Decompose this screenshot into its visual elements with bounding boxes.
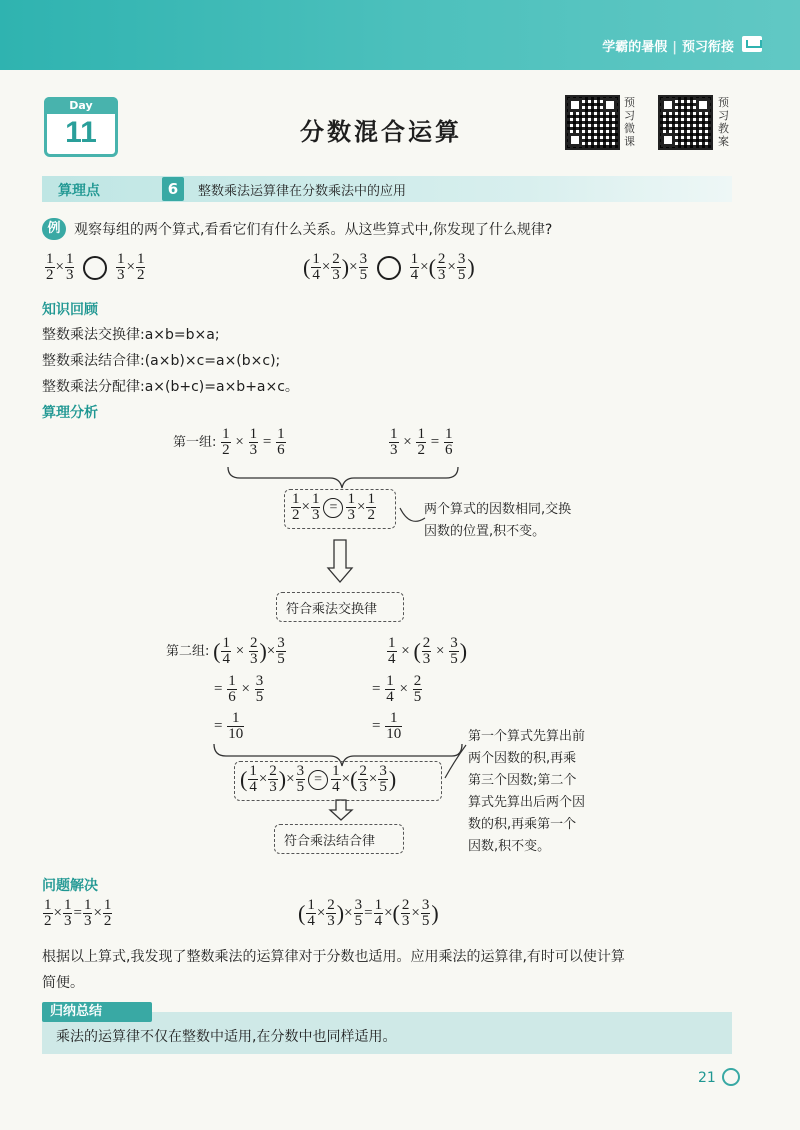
commutative-rule: 符合乘法交换律: [286, 602, 378, 617]
solve-conclusion-cont: 简便。: [42, 975, 84, 991]
section-title: 整数乘法运算律在分数乘法中的应用: [198, 184, 407, 199]
summary-text: 乘法的运算律不仅在整数中适用,在分数中也同样适用。: [56, 1029, 397, 1045]
group2-right-result: = $\frac{1}{10}$: [372, 710, 402, 742]
group2-compare: ( $\frac{1}{4}$ × $\frac{2}{3}$ )× $\frac{3}{5}$ $\frac{1}{4}$ ×( $\frac{2}{3}$ × $\frac{3}{5}$ ): [303, 251, 475, 283]
review-line: 整数乘法结合律:(a×b)×c=a×(b×c);: [42, 353, 281, 369]
summary-heading: 归纳总结: [42, 1002, 152, 1022]
group2-left-calc: 第二组: ( $\frac{1}{4}$ × $\frac{2}{3}$ )× $\frac{3}{5}$: [166, 635, 285, 667]
group2-left-step1: = $\frac{1}{6}$ × $\frac{3}{5}$: [214, 673, 264, 705]
solve-heading: 问题解决: [42, 878, 98, 894]
example-badge: 例: [42, 218, 66, 240]
note-commutative: 两个算式的因数相同,交换 因数的位置,积不变。: [424, 502, 572, 539]
page-number: 21: [698, 1070, 716, 1086]
example-question: 观察每组的两个算式,看看它们有什么关系。从这些算式中,你发现了什么规律?: [74, 222, 553, 238]
associative-rule: 符合乘法结合律: [284, 834, 376, 849]
group1-compare: $\frac{1}{2}$ × $\frac{1}{3}$ $\frac{1}{3}$ × $\frac{1}{2}$: [46, 251, 145, 283]
section-tag: 算理点: [58, 183, 100, 199]
day-number: 11: [65, 116, 97, 149]
group1-right-calc: $\frac{1}{3}$ × $\frac{1}{2}$ = $\frac{1}{6}$: [390, 426, 453, 458]
commutative-equation: $\frac{1}{2}$ × $\frac{1}{3}$ = $\frac{1}{3}$ × $\frac{1}{2}$: [292, 491, 375, 523]
group2-left-result: = $\frac{1}{10}$: [214, 710, 244, 742]
day-label: Day: [44, 97, 118, 114]
associative-equation: ( $\frac{1}{4}$ × $\frac{2}{3}$ )× $\frac{3}{5}$ = $\frac{1}{4}$ ×( $\frac{2}{3}$ × $\frac{3}{5}$ ): [240, 763, 397, 795]
sun-icon: [722, 1068, 740, 1086]
section-number: 6: [162, 177, 184, 201]
review-line: 整数乘法分配律:a×(b+c)=a×b+a×c。: [42, 379, 299, 395]
group2-right-calc: $\frac{1}{4}$ × ( $\frac{2}{3}$ × $\frac{3}{5}$ ): [388, 635, 468, 667]
page-title: 分数混合运算: [300, 118, 462, 146]
qr-caption: 预习教案: [718, 96, 729, 148]
solve-group1: $\frac{1}{2}$ × $\frac{1}{3}$ = $\frac{1}{3}$ × $\frac{1}{2}$: [44, 897, 112, 929]
brand-text: 学霸的暑假 | 预习衔接: [602, 40, 734, 55]
solve-conclusion: 根据以上算式,我发现了整数乘法的运算律对于分数也适用。应用乘法的运算律,有时可以使计算: [42, 949, 625, 965]
review-heading: 知识回顾: [42, 302, 98, 318]
analysis-heading: 算理分析: [42, 405, 98, 421]
group2-right-step1: = $\frac{1}{4}$ × $\frac{2}{5}$: [372, 673, 422, 705]
group1-left-calc: 第一组: $\frac{1}{2}$ × $\frac{1}{3}$ = $\frac{1}{6}$: [173, 426, 285, 458]
note-associative: 第一个算式先算出前 两个因数的积,再乘 第三个因数;第二个 算式先算出后两个因 数的积,再乘第一个 因数,积不变。: [468, 729, 586, 854]
qr-caption: 预习微课: [624, 96, 635, 148]
solve-group2: ( $\frac{1}{4}$ × $\frac{2}{3}$ )× $\frac{3}{5}$ = $\frac{1}{4}$ ×( $\frac{2}{3}$ × $\frac{3}{5}$ ): [298, 897, 439, 929]
review-line: 整数乘法交换律:a×b=b×a;: [42, 327, 220, 343]
